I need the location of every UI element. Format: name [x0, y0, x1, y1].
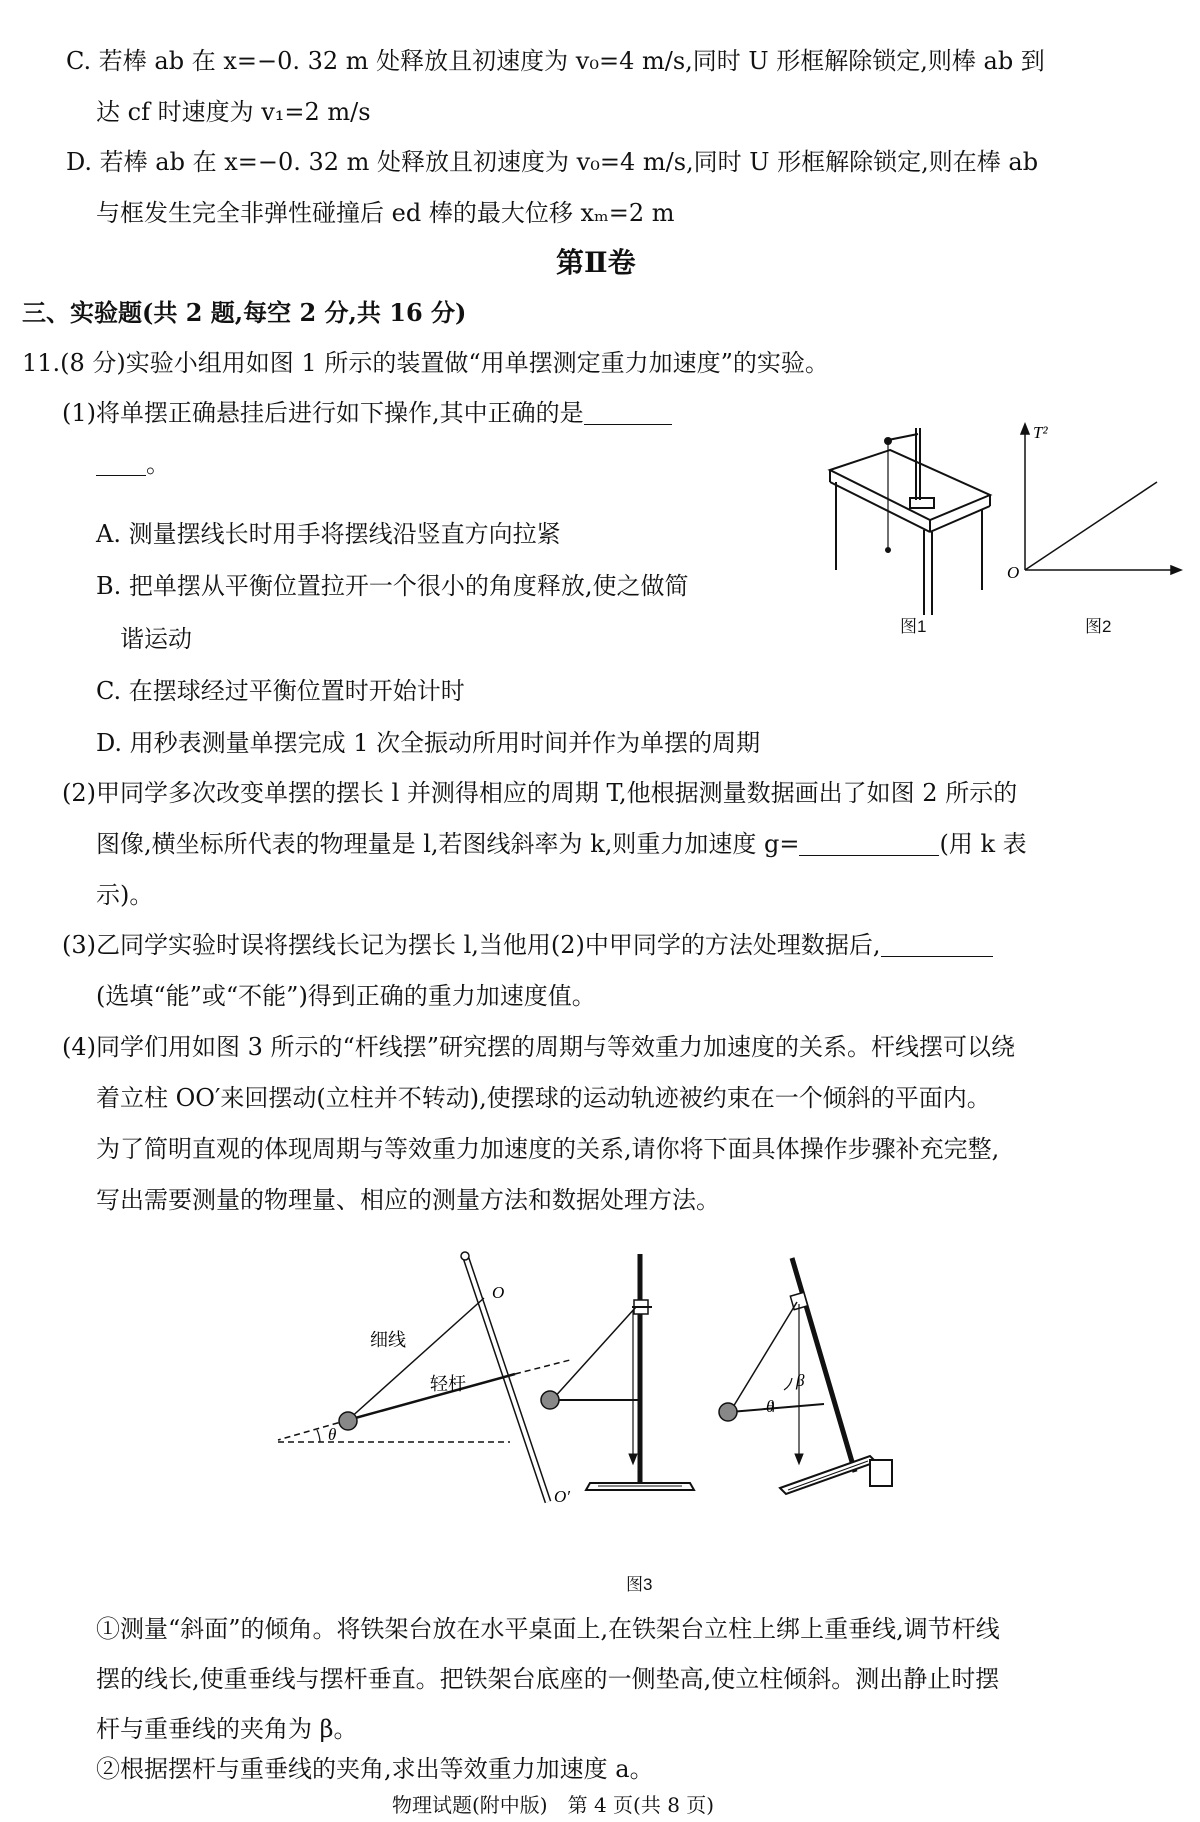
volume-title: 第Ⅱ卷	[556, 246, 636, 279]
fig2-line	[1025, 482, 1157, 570]
option-d-line1: D. 若棒 ab 在 x=−0. 32 m 处释放且初速度为 v₀=4 m/s,同时 U 形框解除锁定,则在棒 ab	[66, 148, 1039, 176]
answer-blank-1[interactable]	[584, 400, 672, 425]
step1-line2: 摆的线长,使重垂线与摆杆垂直。把铁架台底座的一侧垫高,使立柱倾斜。测出静止时摆	[96, 1665, 1000, 1693]
q11-option-d: D. 用秒表测量单摆完成 1 次全振动所用时间并作为单摆的周期	[96, 729, 761, 757]
q11-p4-line4: 写出需要测量的物理量、相应的测量方法和数据处理方法。	[96, 1186, 720, 1214]
q11-p3-text: (3)乙同学实验时误将摆线长记为摆长 l,当他用(2)中甲同学的方法处理数据后,	[62, 931, 881, 959]
q11-option-a: A. 测量摆线长时用手将摆线沿竖直方向拉紧	[96, 520, 561, 548]
fig3-label-o-prime: O′	[554, 1487, 570, 1506]
answer-blank-3[interactable]	[881, 932, 993, 957]
figure-2-graph	[1005, 420, 1185, 600]
q11-p1-line1	[62, 396, 672, 430]
q11-p3-line1	[62, 928, 993, 962]
q11-p4-line1: (4)同学们用如图 3 所示的“杆线摆”研究摆的周期与等效重力加速度的关系。杆线摆可以绕	[62, 1033, 1016, 1061]
q11-p1-end: 。	[146, 450, 170, 478]
fig3-label-o: O	[492, 1283, 505, 1302]
figure-3-rod-pendulum	[270, 1250, 1030, 1550]
option-d-line2: 与框发生完全非弹性碰撞后 ed 棒的最大位移 xₘ=2 m	[96, 199, 675, 227]
figure-3-caption: 图3	[626, 1575, 653, 1594]
figure-1-pendulum-setup	[820, 420, 1000, 620]
q11-option-b-line1: B. 把单摆从平衡位置拉开一个很小的角度释放,使之做简	[96, 572, 689, 600]
fig3-label-beta: β	[796, 1371, 805, 1390]
q11-p3-line2: (选填“能”或“不能”)得到正确的重力加速度值。	[96, 982, 596, 1010]
answer-blank-2[interactable]	[799, 831, 939, 856]
figure-1-caption: 图1	[900, 617, 927, 636]
step2: ②根据摆杆与重垂线的夹角,求出等效重力加速度 a。	[96, 1755, 654, 1783]
q11-p1-line2	[96, 447, 170, 481]
q11-p1-text: (1)将单摆正确悬挂后进行如下操作,其中正确的是	[62, 399, 584, 427]
option-c-line1: C. 若棒 ab 在 x=−0. 32 m 处释放且初速度为 v₀=4 m/s,同时 U 形框解除锁定,则棒 ab 到	[66, 47, 1045, 75]
section-title: 三、实验题(共 2 题,每空 2 分,共 16 分)	[22, 298, 467, 327]
q11-p4-line2: 着立柱 OO′来回摆动(立柱并不转动),使摆球的运动轨迹被约束在一个倾斜的平面内。	[96, 1084, 991, 1112]
figure-2-caption: 图2	[1085, 617, 1112, 636]
q11-option-c: C. 在摆球经过平衡位置时开始计时	[96, 677, 465, 705]
option-c-line2: 达 cf 时速度为 v₁=2 m/s	[96, 98, 371, 126]
page-footer: 物理试题(附中版) 第 4 页(共 8 页)	[392, 1793, 715, 1817]
fig3-label-thread: 细线	[370, 1330, 406, 1350]
fig3-label-theta-right: θ	[766, 1397, 775, 1416]
fig3-label-rod: 轻杆	[430, 1374, 466, 1394]
q11-p2-line3: 示)。	[96, 881, 154, 909]
step1-line3: 杆与重垂线的夹角为 β。	[96, 1715, 358, 1743]
q11-option-b-line2: 谐运动	[120, 625, 192, 653]
fig2-y-label: T²	[1033, 423, 1048, 442]
q11-p2-text-a: 图像,横坐标所代表的物理量是 l,若图线斜率为 k,则重力加速度 g=	[96, 830, 800, 858]
fig3-label-theta: θ	[328, 1425, 337, 1444]
q11-p2-text-b: (用 k 表	[939, 830, 1027, 858]
q11-stem: 11.(8 分)实验小组用如图 1 所示的装置做“用单摆测定重力加速度”的实验。	[22, 349, 829, 377]
q11-p2-line1: (2)甲同学多次改变单摆的摆长 l 并测得相应的周期 T,他根据测量数据画出了如图 2 所示的	[62, 779, 1018, 807]
q11-p4-line3: 为了简明直观的体现周期与等效重力加速度的关系,请你将下面具体操作步骤补充完整,	[96, 1135, 1000, 1163]
step1-line1: ①测量“斜面”的倾角。将铁架台放在水平桌面上,在铁架台立柱上绑上重垂线,调节杆线	[96, 1615, 1000, 1643]
fig2-origin: O	[1007, 563, 1020, 582]
q11-p2-line2	[96, 827, 1027, 861]
answer-blank-1-cont[interactable]	[96, 451, 146, 476]
